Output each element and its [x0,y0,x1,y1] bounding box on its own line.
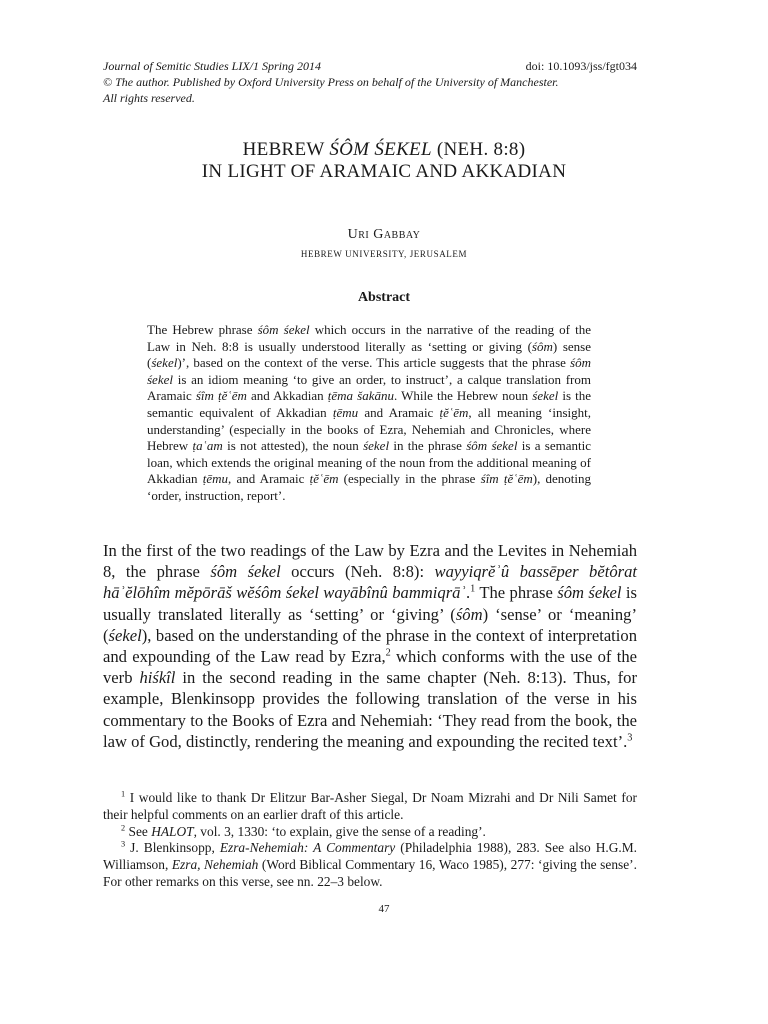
copyright-line: © The author. Published by Oxford University Press on behalf of the University of Manchester. [103,75,559,89]
page-number: 47 [378,903,390,915]
title-line-1: HEBREW ŚÔM ŚEKEL (NEH. 8:8) [242,139,526,160]
footnote-ref-1[interactable]: 1 [470,583,476,595]
footnotes [103,790,637,891]
journal-citation: Journal of Semitic Studies LIX/1 Spring 2014 [103,59,321,73]
article-title [100,139,668,183]
footnote-2: $^2$ See HALOT, vol. 3, 1330: ‘to explain, give the sense of a reading’. [121,823,486,839]
title-line-2: IN LIGHT OF ARAMAIC AND AKKADIAN [201,161,567,182]
abstract-heading: Abstract [357,290,411,305]
running-header [103,58,637,106]
footnote-ref-3[interactable]: 3 [627,732,633,744]
footnote-ref-2[interactable]: 2 [385,647,391,659]
doi: doi: 10.1093/jss/fgt034 [525,59,637,73]
footnote-3: $^3$ J. Blenkinsopp, Ezra-Nehemiah: A Commentary (Philadelphia 1988), 283. See also H.G.M. Williamson, Ezra, Nehemiah (Word Biblical Commentary 16, Waco 1985), 277: ‘giving the sense’. For other remarks on this verse, see nn. 22–3 below. [103,839,638,889]
author-affiliation: HEBREW UNIVERSITY, JERUSALEM [300,249,468,259]
body-paragraph: In the first of the two readings of the Law by Ezra and the Levites in Nehemiah 8, the phrase śôm śekel occurs (Neh. 8:8): wayyiqrĕʾû bassēper bĕtôrat hāʾĕlōhîm mĕpōrāš wĕśôm śekel wayābînû bammiqrāʾ.$^1$ The phrase śôm śekel is usually translated literally as ‘setting’ or ‘giving’ (śôm) ‘sense’ or ‘meaning’ (śekel), based on the understanding of the phrase in the context of interpretation and expounding of the Law read by Ezra,$^2$ which conforms with the use of the verb hiśkîl in the second reading in the same chapter (Neh. 8:13). Thus, for example, Blenkinsopp provides the following translation of the verse in his commentary to the Books of Ezra and Nehemiah: ‘They read from the book, the law of God, distinctly, rendering the meaning and expounding the recited text’.$^3$ [103,541,638,751]
footnote-1: $^1$ I would like to thank Dr Elitzur Bar-Asher Siegal, Dr Noam Mizrahi and Dr Nili Samet for their helpful comments on an earlier draft of this article. [103,789,637,822]
rights-line: All rights reserved. [103,91,195,105]
author-name: Uri Gabbay [347,227,421,242]
abstract-text: The Hebrew phrase śôm śekel which occurs in the narrative of the reading of the Law in Neh. 8:8 is usually understood literally as ‘setting or giving (śôm) sense (śekel)’, based on the context of the verse. This article suggests that the phrase śôm śekel is an idiom meaning ‘to give an order, to instruct’, a calque translation from Aramaic śîm ṭĕʿēm and Akkadian ṭēma šakānu. While the Hebrew noun śekel is the semantic equivalent of Akkadian ṭēmu and Aramaic ṭĕʿēm, all meaning ‘insight, understanding’ (especially in the books of Ezra, Nehemiah and Chronicles, where Hebrew ṭaʿam is not attested), the noun śekel in the phrase śôm śekel is a semantic loan, which extends the original meaning of the noun from the additional meaning of Akkadian ṭēmu, and Aramaic ṭĕʿēm (especially in the phrase śîm ṭĕʿēm), denoting ‘order, instruction, report’. [147,322,592,503]
